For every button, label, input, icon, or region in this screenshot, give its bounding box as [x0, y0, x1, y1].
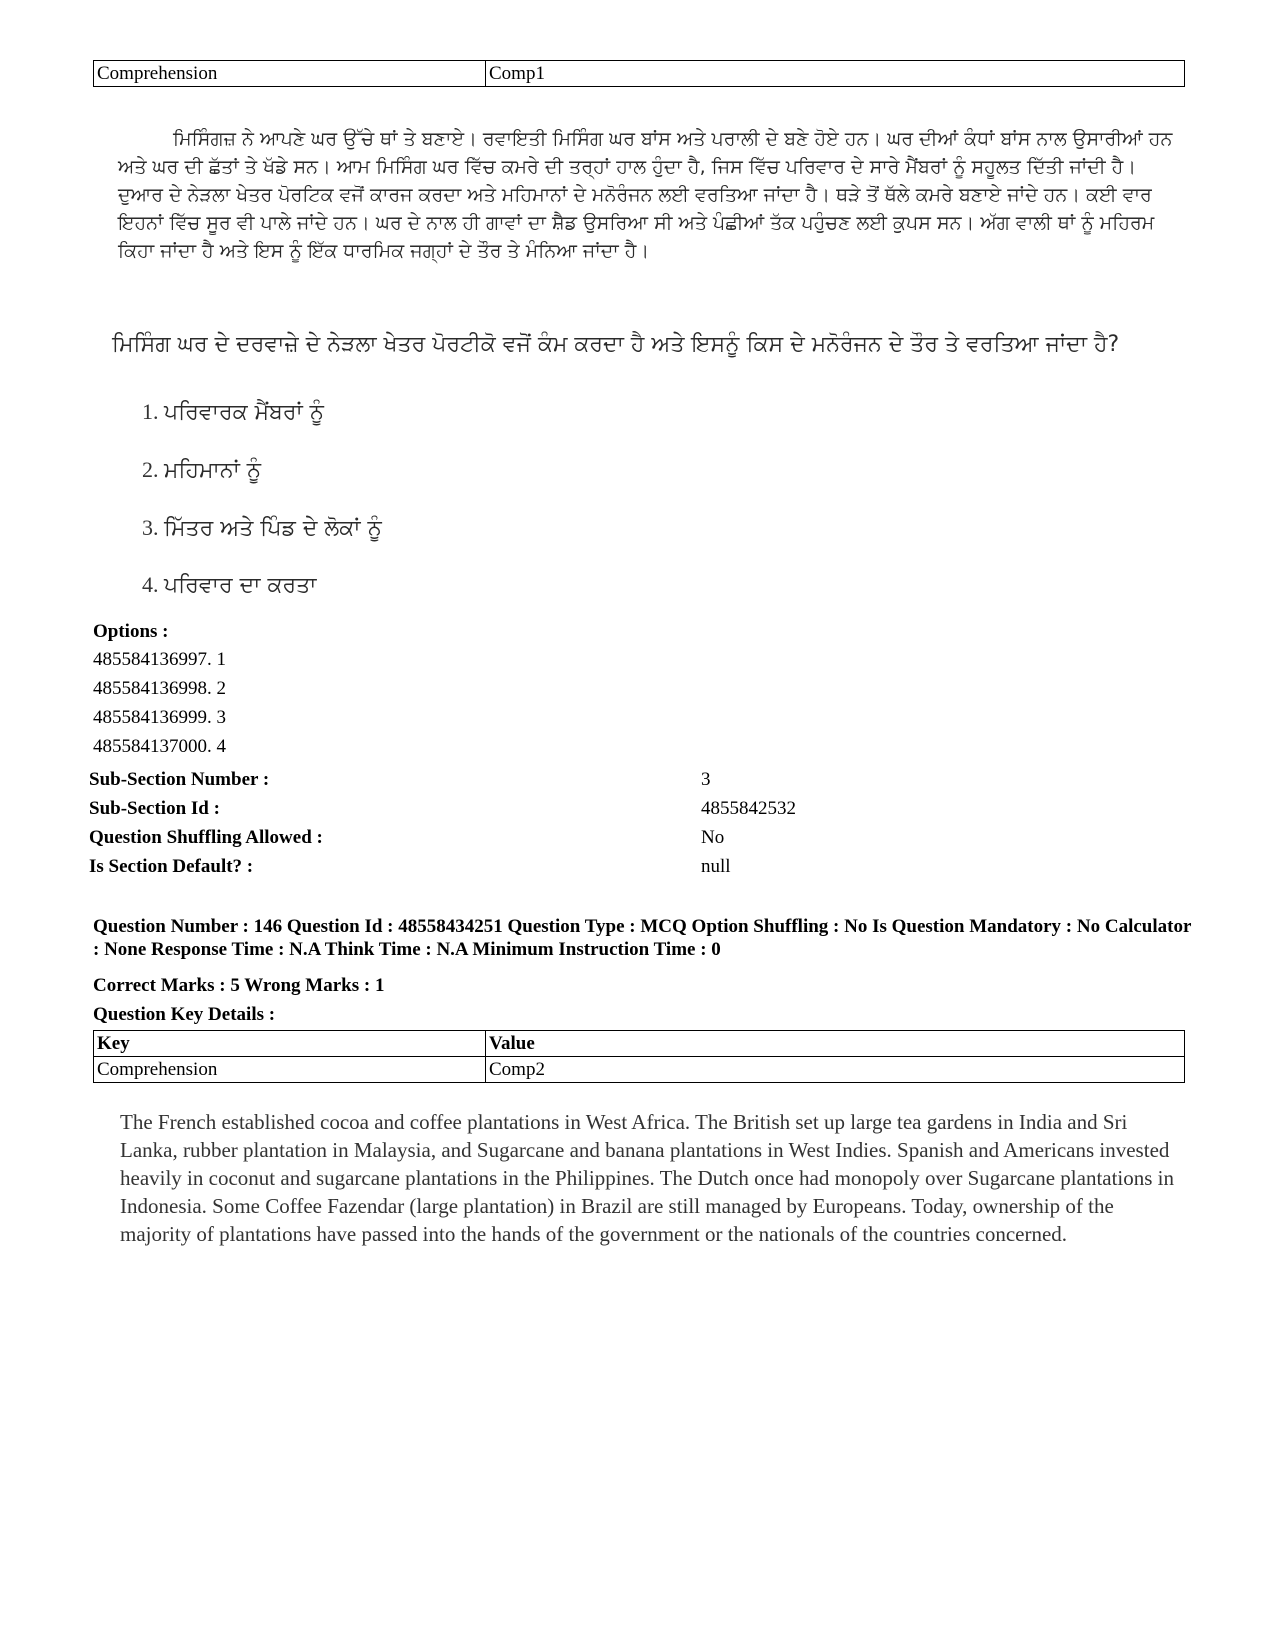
section-default-row	[89, 855, 789, 881]
question-key-table-top	[93, 60, 1185, 87]
answer-option-number: 2.	[142, 457, 159, 482]
answer-option-text: ਪਰਿਵਾਰਕ ਮੈਂਬਰਾਂ ਨੂੰ	[164, 400, 324, 425]
option-id-line: 485584136999. 3	[93, 707, 226, 728]
option-id-line: 485584137000. 4	[93, 736, 226, 757]
answer-option	[142, 455, 261, 486]
table-header-value: Value	[486, 1031, 1185, 1057]
question-info: Question Number : 146 Question Id : 48558434251 Question Type : MCQ Option Shuffling : No Is Question Mandatory : No Calculator : None Response Time : N.A Think Time : N.A Minimum Instruction Time : 0	[93, 916, 1192, 960]
meta-key: Sub-Section Id :	[89, 798, 220, 819]
answer-option-text: ਮਹਿਮਾਨਾਂ ਨੂੰ	[164, 458, 262, 483]
answer-option	[142, 570, 316, 601]
answer-option-number: 4.	[142, 572, 159, 597]
table-row	[94, 1057, 1185, 1083]
marks-line: Correct Marks : 5 Wrong Marks : 1	[93, 975, 385, 996]
question-shuffling-row	[89, 826, 789, 852]
question-text-punjabi: ਮਿਸਿੰਗ ਘਰ ਦੇ ਦਰਵਾਜ਼ੇ ਦੇ ਨੇੜਲਾ ਖੇਤਰ ਪੋਰਟੀਕੋ ਵਜੋਂ ਕੰਮ ਕਰਦਾ ਹੈ ਅਤੇ ਇਸਨੂੰ ਕਿਸ ਦੇ ਮਨੋਰੰਜਨ ਦੇ ਤੌਰ ਤੇ ਵਰਤਿਆ ਜਾਂਦਾ ਹੈ?	[112, 332, 1120, 357]
meta-value: No	[701, 827, 725, 848]
question-key-table	[93, 1030, 1185, 1083]
table-cell-key: Comprehension	[94, 1057, 486, 1083]
sub-section-id-row	[89, 797, 796, 823]
meta-key: Question Shuffling Allowed :	[89, 827, 323, 848]
answer-option-number: 3.	[142, 515, 159, 540]
table-header-row	[94, 1031, 1185, 1057]
options-label: Options :	[93, 621, 169, 642]
sub-section-number-row	[89, 768, 789, 794]
meta-value: 4855842532	[701, 798, 796, 819]
answer-option	[142, 513, 382, 544]
meta-key: Is Section Default? :	[89, 856, 254, 877]
table-cell-value: Comp1	[486, 61, 1185, 87]
table-cell-key: Comprehension	[94, 61, 486, 87]
option-id-line: 485584136997. 1	[93, 649, 226, 670]
table-row	[94, 61, 1185, 87]
answer-option-text: ਮਿੱਤਰ ਅਤੇ ਪਿੰਡ ਦੇ ਲੋਕਾਂ ਨੂੰ	[164, 516, 382, 541]
answer-option-number: 1.	[142, 399, 159, 424]
key-details-label: Question Key Details :	[93, 1004, 276, 1025]
option-id-line: 485584136998. 2	[93, 678, 226, 699]
meta-value: null	[701, 856, 731, 877]
comprehension-passage-english: The French established cocoa and coffee plantations in West Africa. The British set up large tea gardens in India and Sri Lanka, rubber plantation in Malaysia, and Sugarcane and banana plantations in West Indies. Spanish and Americans invested heavily in coconut and sugarcane plantations in the Philippines. The Dutch once had monopoly over Sugarcane plantations in Indonesia. Some Coffee Fazendar (large plantation) in Brazil are still managed by Europeans. Today, ownership of the majority of plantations have passed into the hands of the government or the nationals of the countries concerned.	[120, 1110, 1175, 1246]
table-cell-value: Comp2	[486, 1057, 1185, 1083]
table-header-key: Key	[94, 1031, 486, 1057]
answer-option	[142, 397, 324, 428]
meta-key: Sub-Section Number :	[89, 769, 270, 790]
comprehension-passage-punjabi: ਮਿਸਿੰਗਜ਼ ਨੇ ਆਪਣੇ ਘਰ ਉੱਚੇ ਥਾਂ ਤੇ ਬਣਾਏ। ਰਵਾਇਤੀ ਮਿਸਿੰਗ ਘਰ ਬਾਂਸ ਅਤੇ ਪਰਾਲੀ ਦੇ ਬਣੇ ਹੋਏ ਹਨ। ਘਰ ਦੀਆਂ ਕੰਧਾਂ ਬਾਂਸ ਨਾਲ ਉਸਾਰੀਆਂ ਹਨ ਅਤੇ ਘਰ ਦੀ ਛੱਤਾਂ ਤੇ ਖੱਡੇ ਸਨ। ਆਮ ਮਿਸਿੰਗ ਘਰ ਵਿੱਚ ਕਮਰੇ ਦੀ ਤਰ੍ਹਾਂ ਹਾਲ ਹੁੰਦਾ ਹੈ, ਜਿਸ ਵਿੱਚ ਪਰਿਵਾਰ ਦੇ ਸਾਰੇ ਮੈਂਬਰਾਂ ਨੂੰ ਸਹੂਲਤ ਦਿੱਤੀ ਜਾਂਦੀ ਹੈ। ਦੁਆਰ ਦੇ ਨੇੜਲਾ ਖੇਤਰ ਪੋਰਟਿਕ ਵਜੋਂ ਕਾਰਜ ਕਰਦਾ ਅਤੇ ਮਹਿਮਾਨਾਂ ਦੇ ਮਨੋਰੰਜਨ ਲਈ ਵਰਤਿਆ ਜਾਂਦਾ ਹੈ। ਥੜੇ ਤੋਂ ਥੱਲੇ ਕਮਰੇ ਬਣਾਏ ਜਾਂਦੇ ਹਨ। ਕਈ ਵਾਰ ਇਹਨਾਂ ਵਿੱਚ ਸੂਰ ਵੀ ਪਾਲੇ ਜਾਂਦੇ ਹਨ। ਘਰ ਦੇ ਨਾਲ ਹੀ ਗਾਵਾਂ ਦਾ ਸ਼ੈਡ ਉਸਰਿਆ ਸੀ ਅਤੇ ਪੰਛੀਆਂ ਤੱਕ ਪਹੁੰਚਣ ਲਈ ਕੁਪਸ ਸਨ। ਅੱਗ ਵਾਲੀ ਥਾਂ ਨੂੰ ਮਹਿਰਮ ਕਿਹਾ ਜਾਂਦਾ ਹੈ ਅਤੇ ਇਸ ਨੂੰ ਇੱਕ ਧਾਰਮਿਕ ਜਗ੍ਹਾਂ ਦੇ ਤੌਰ ਤੇ ਮੰਨਿਆ ਜਾਂਦਾ ਹੈ।	[118, 128, 1173, 262]
answer-option-text: ਪਰਿਵਾਰ ਦਾ ਕਰਤਾ	[164, 573, 317, 598]
meta-value: 3	[701, 769, 711, 790]
